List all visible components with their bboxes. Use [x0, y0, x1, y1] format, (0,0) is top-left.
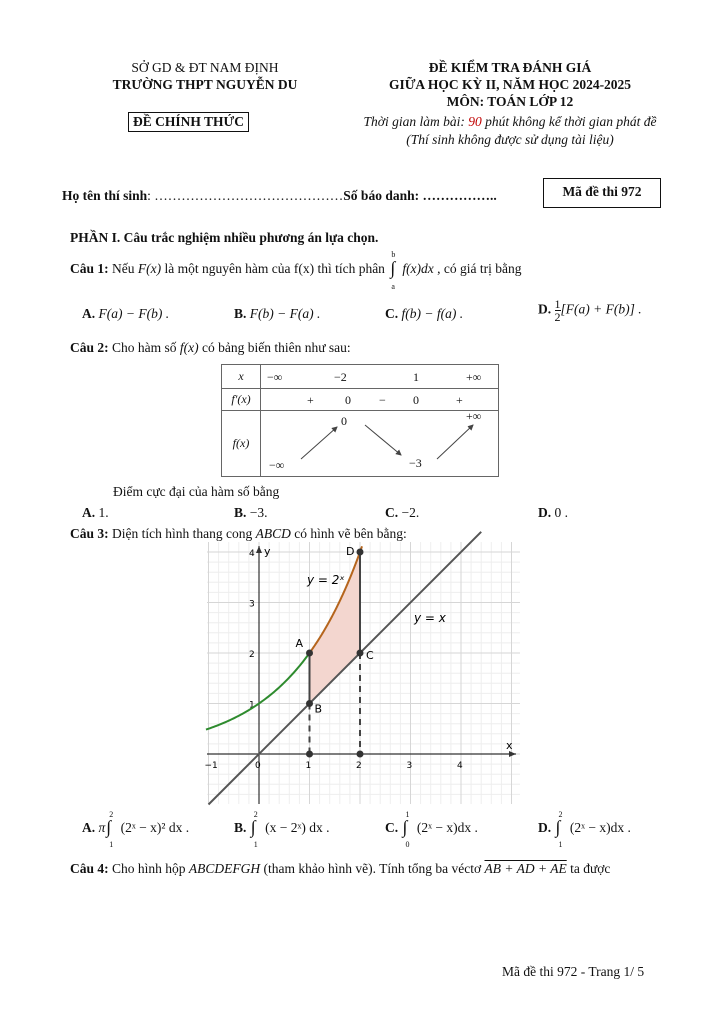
point-label-c: C	[366, 649, 374, 662]
q2-option-b-label: B.	[234, 505, 247, 520]
q1-label: Câu 1:	[70, 261, 109, 277]
student-info-line	[62, 188, 497, 204]
q2-option-b[interactable]	[234, 505, 268, 521]
q4-text-b: (tham khảo hình vẽ). Tính tổng ba véctơ	[260, 861, 485, 876]
vt-arrow-up-1	[301, 427, 337, 459]
q3-option-a-prefix: π	[98, 820, 106, 836]
time-suffix: phút không kể thời gian phát đề	[481, 114, 657, 129]
vt-arrows	[261, 411, 499, 477]
q2-label: Câu 2:	[70, 340, 109, 355]
q2-option-d-label: D.	[538, 505, 552, 520]
vt-fp-0: +	[307, 393, 314, 407]
id-dots: ……………..	[419, 188, 497, 203]
time-prefix: Thời gian làm bài:	[363, 114, 469, 129]
vt-fp-2: −	[379, 393, 386, 407]
integral-lower: 0	[405, 840, 410, 849]
q3-graph	[204, 542, 520, 804]
q2-option-b-text: −3.	[249, 505, 268, 520]
vt-head-fp: f′(x)	[222, 389, 261, 411]
y-axis-label: y	[264, 545, 271, 558]
q2-option-c-label: C.	[385, 505, 399, 520]
question-1	[70, 250, 522, 291]
q4-label: Câu 4:	[70, 861, 109, 876]
integral-upper: 2	[253, 810, 258, 819]
variation-table	[221, 364, 499, 477]
q2-text-b: có bảng biến thiên như sau:	[198, 340, 351, 355]
vt-head-x: x	[222, 365, 261, 389]
time-minutes: 90	[468, 114, 482, 129]
integral-lower: 1	[558, 840, 563, 849]
integral-upper: 2	[109, 810, 114, 819]
graph-point	[306, 751, 313, 758]
vt-row-f	[261, 411, 499, 477]
vt-x-1: −2	[334, 370, 347, 384]
q3-option-a[interactable]	[82, 810, 190, 849]
q1-option-d-text: [F(a) + F(b)] .	[560, 301, 642, 317]
q1-option-c-text: f(b) − f(a) .	[401, 306, 464, 321]
q1-fx: F(x)	[137, 261, 162, 277]
x-tick-label: 0	[255, 761, 261, 771]
y-tick-label: 3	[249, 599, 255, 610]
vt-head-f: f(x)	[222, 411, 261, 477]
integral-upper: 2	[558, 810, 563, 819]
exam-code-box: Mã đề thi 972	[543, 178, 661, 208]
q3-text-a: Diện tích hình thang cong	[108, 526, 256, 541]
y-tick-label: 2	[249, 650, 255, 660]
q3-text-b: có hình vẽ bên bằng:	[290, 526, 407, 541]
x-tick-label: −1	[204, 761, 218, 771]
name-dots: : ……………………………………	[147, 188, 344, 203]
section-title: PHẦN I. Câu trắc nghiệm nhiều phương án lựa chọn.	[70, 230, 379, 245]
q3-label: Câu 3:	[70, 526, 109, 541]
x-axis-label: x	[506, 739, 513, 752]
vt-row-x	[261, 365, 499, 389]
q1-option-b-label: B.	[234, 306, 247, 321]
q1-text-a: Nếu	[108, 261, 138, 277]
q2-option-a-text: 1.	[98, 505, 109, 520]
fraction-denominator: 2	[554, 310, 561, 324]
q1-option-d-label: D.	[538, 301, 552, 317]
point-label-b: B	[314, 702, 323, 716]
q3-option-c-label: C.	[385, 820, 399, 836]
vt-fp-1: 0	[345, 393, 351, 407]
q1-option-a-label: A.	[82, 306, 96, 321]
q3-option-c[interactable]	[385, 810, 478, 849]
graph-point	[357, 650, 364, 657]
page-footer: Mã đề thi 972 - Trang 1/ 5	[502, 964, 645, 979]
vt-fp-3: 0	[413, 393, 419, 407]
vt-arrow-down	[365, 425, 401, 455]
q4-text-a: Cho hình hộp	[108, 861, 189, 876]
q4-text-c: ta được	[566, 861, 611, 876]
graph-point	[357, 549, 364, 556]
graph-point	[306, 700, 313, 707]
exam-time	[330, 114, 690, 130]
q3-option-b[interactable]	[234, 810, 330, 849]
x-tick-label: 4	[457, 761, 463, 771]
school-name: TRƯỜNG THPT NGUYỄN DU	[112, 77, 298, 92]
q3-option-b-body: (x − 2ˣ) dx .	[261, 820, 330, 836]
exam-title: ĐỀ KIỂM TRA ĐÁNH GIÁ	[428, 60, 592, 75]
integral-sign: 1 ∫ 0	[402, 810, 410, 849]
q3-option-d[interactable]	[538, 810, 631, 849]
x-tick-label: 1	[305, 761, 312, 771]
y-tick-label: 4	[249, 549, 255, 559]
name-label: Họ tên thí sinh	[62, 188, 148, 203]
q4-shape-name: ABCDEFGH	[188, 861, 261, 876]
exam-subject: MÔN: TOÁN LỚP 12	[446, 94, 574, 109]
vt-f-2: −3	[409, 456, 422, 470]
x-tick-label: 3	[406, 761, 413, 771]
q3-option-c-body: (2ˣ − x)dx .	[413, 820, 478, 836]
q1-option-b-text: F(b) − F(a) .	[249, 306, 321, 321]
graph-point	[306, 650, 313, 657]
q3-option-d-body: (2ˣ − x)dx .	[566, 820, 631, 836]
q3-option-d-label: D.	[538, 820, 552, 836]
official-label: ĐỀ CHÍNH THỨC	[128, 112, 249, 132]
q1-option-d[interactable]	[538, 298, 642, 323]
vt-f-0: −∞	[269, 458, 285, 472]
integral-sign: 2 ∫ 1	[250, 810, 258, 849]
y-axis-arrow	[256, 546, 262, 553]
vt-x-2: 1	[413, 370, 419, 384]
y-tick-label: 1	[249, 700, 255, 711]
q1-upper: b	[391, 250, 396, 259]
q3-option-a-body: (2ˣ − x)² dx .	[117, 820, 190, 836]
q1-option-b[interactable]	[234, 306, 320, 322]
point-label-a: A	[295, 637, 304, 650]
q1-option-c-label: C.	[385, 306, 399, 321]
vt-x-3: +∞	[466, 370, 482, 384]
q2-fx: f(x)	[179, 340, 199, 355]
q2-text-a: Cho hàm số	[108, 340, 180, 355]
vt-x-0: −∞	[267, 370, 283, 384]
integral-lower: 1	[109, 840, 114, 849]
fraction-numerator: 1	[554, 297, 561, 311]
q1-option-a[interactable]	[82, 306, 169, 322]
q3-option-b-label: B.	[234, 820, 247, 836]
vt-f-3: +∞	[466, 409, 482, 423]
q2-option-a-label: A.	[82, 505, 96, 520]
point-label-d: D	[346, 545, 355, 558]
graph-point	[357, 751, 364, 758]
department: SỞ GD & ĐT NAM ĐỊNH	[131, 60, 279, 75]
q1-text-c: , có giá trị bằng	[433, 261, 522, 277]
vt-fp-4: +	[456, 393, 463, 407]
q1-option-c[interactable]	[385, 306, 463, 322]
question-4	[70, 861, 610, 877]
x-tick-label: 2	[356, 761, 362, 771]
q2-option-d[interactable]	[538, 505, 568, 521]
q2-followup: Điểm cực đại của hàm số bằng	[113, 484, 280, 499]
integral-upper: 1	[405, 810, 410, 819]
q2-option-d-text: 0 .	[554, 505, 568, 520]
q1-option-a-text: F(a) − F(b) .	[98, 306, 170, 321]
vt-row-fp	[261, 389, 499, 411]
q4-vectors: AB + AD + AE	[484, 861, 567, 876]
question-3	[70, 526, 407, 542]
vt-f-1: 0	[341, 414, 347, 428]
integral-lower: 1	[253, 840, 258, 849]
exam-term: GIỮA HỌC KỲ II, NĂM HỌC 2024-2025	[388, 77, 632, 92]
id-label: Số báo danh:	[343, 188, 420, 203]
integral-sign: 2 ∫ 1	[555, 810, 563, 849]
q1-text-b: là một nguyên hàm của f(x) thì tích phân	[161, 261, 389, 277]
question-2	[70, 340, 351, 356]
q2-option-c-text: −2.	[401, 505, 420, 520]
exam-note: (Thí sinh không được sử dụng tài liệu)	[406, 132, 614, 147]
curve-label-x: y = x	[414, 611, 446, 625]
q3-shape-name: ABCD	[255, 526, 291, 541]
vt-arrow-up-2	[437, 425, 473, 459]
line-y-equals-x	[209, 532, 482, 805]
q1-integrand: f(x)dx	[402, 261, 434, 277]
q2-option-a[interactable]	[82, 505, 109, 521]
q1-integral: b ∫ a	[390, 250, 396, 291]
integral-sign: 2 ∫ 1	[106, 810, 114, 849]
curve-label-2x: y = 2ˣ	[307, 573, 345, 587]
q3-option-a-label: A.	[82, 820, 96, 836]
q2-option-c[interactable]	[385, 505, 419, 521]
q1-lower: a	[391, 282, 395, 291]
